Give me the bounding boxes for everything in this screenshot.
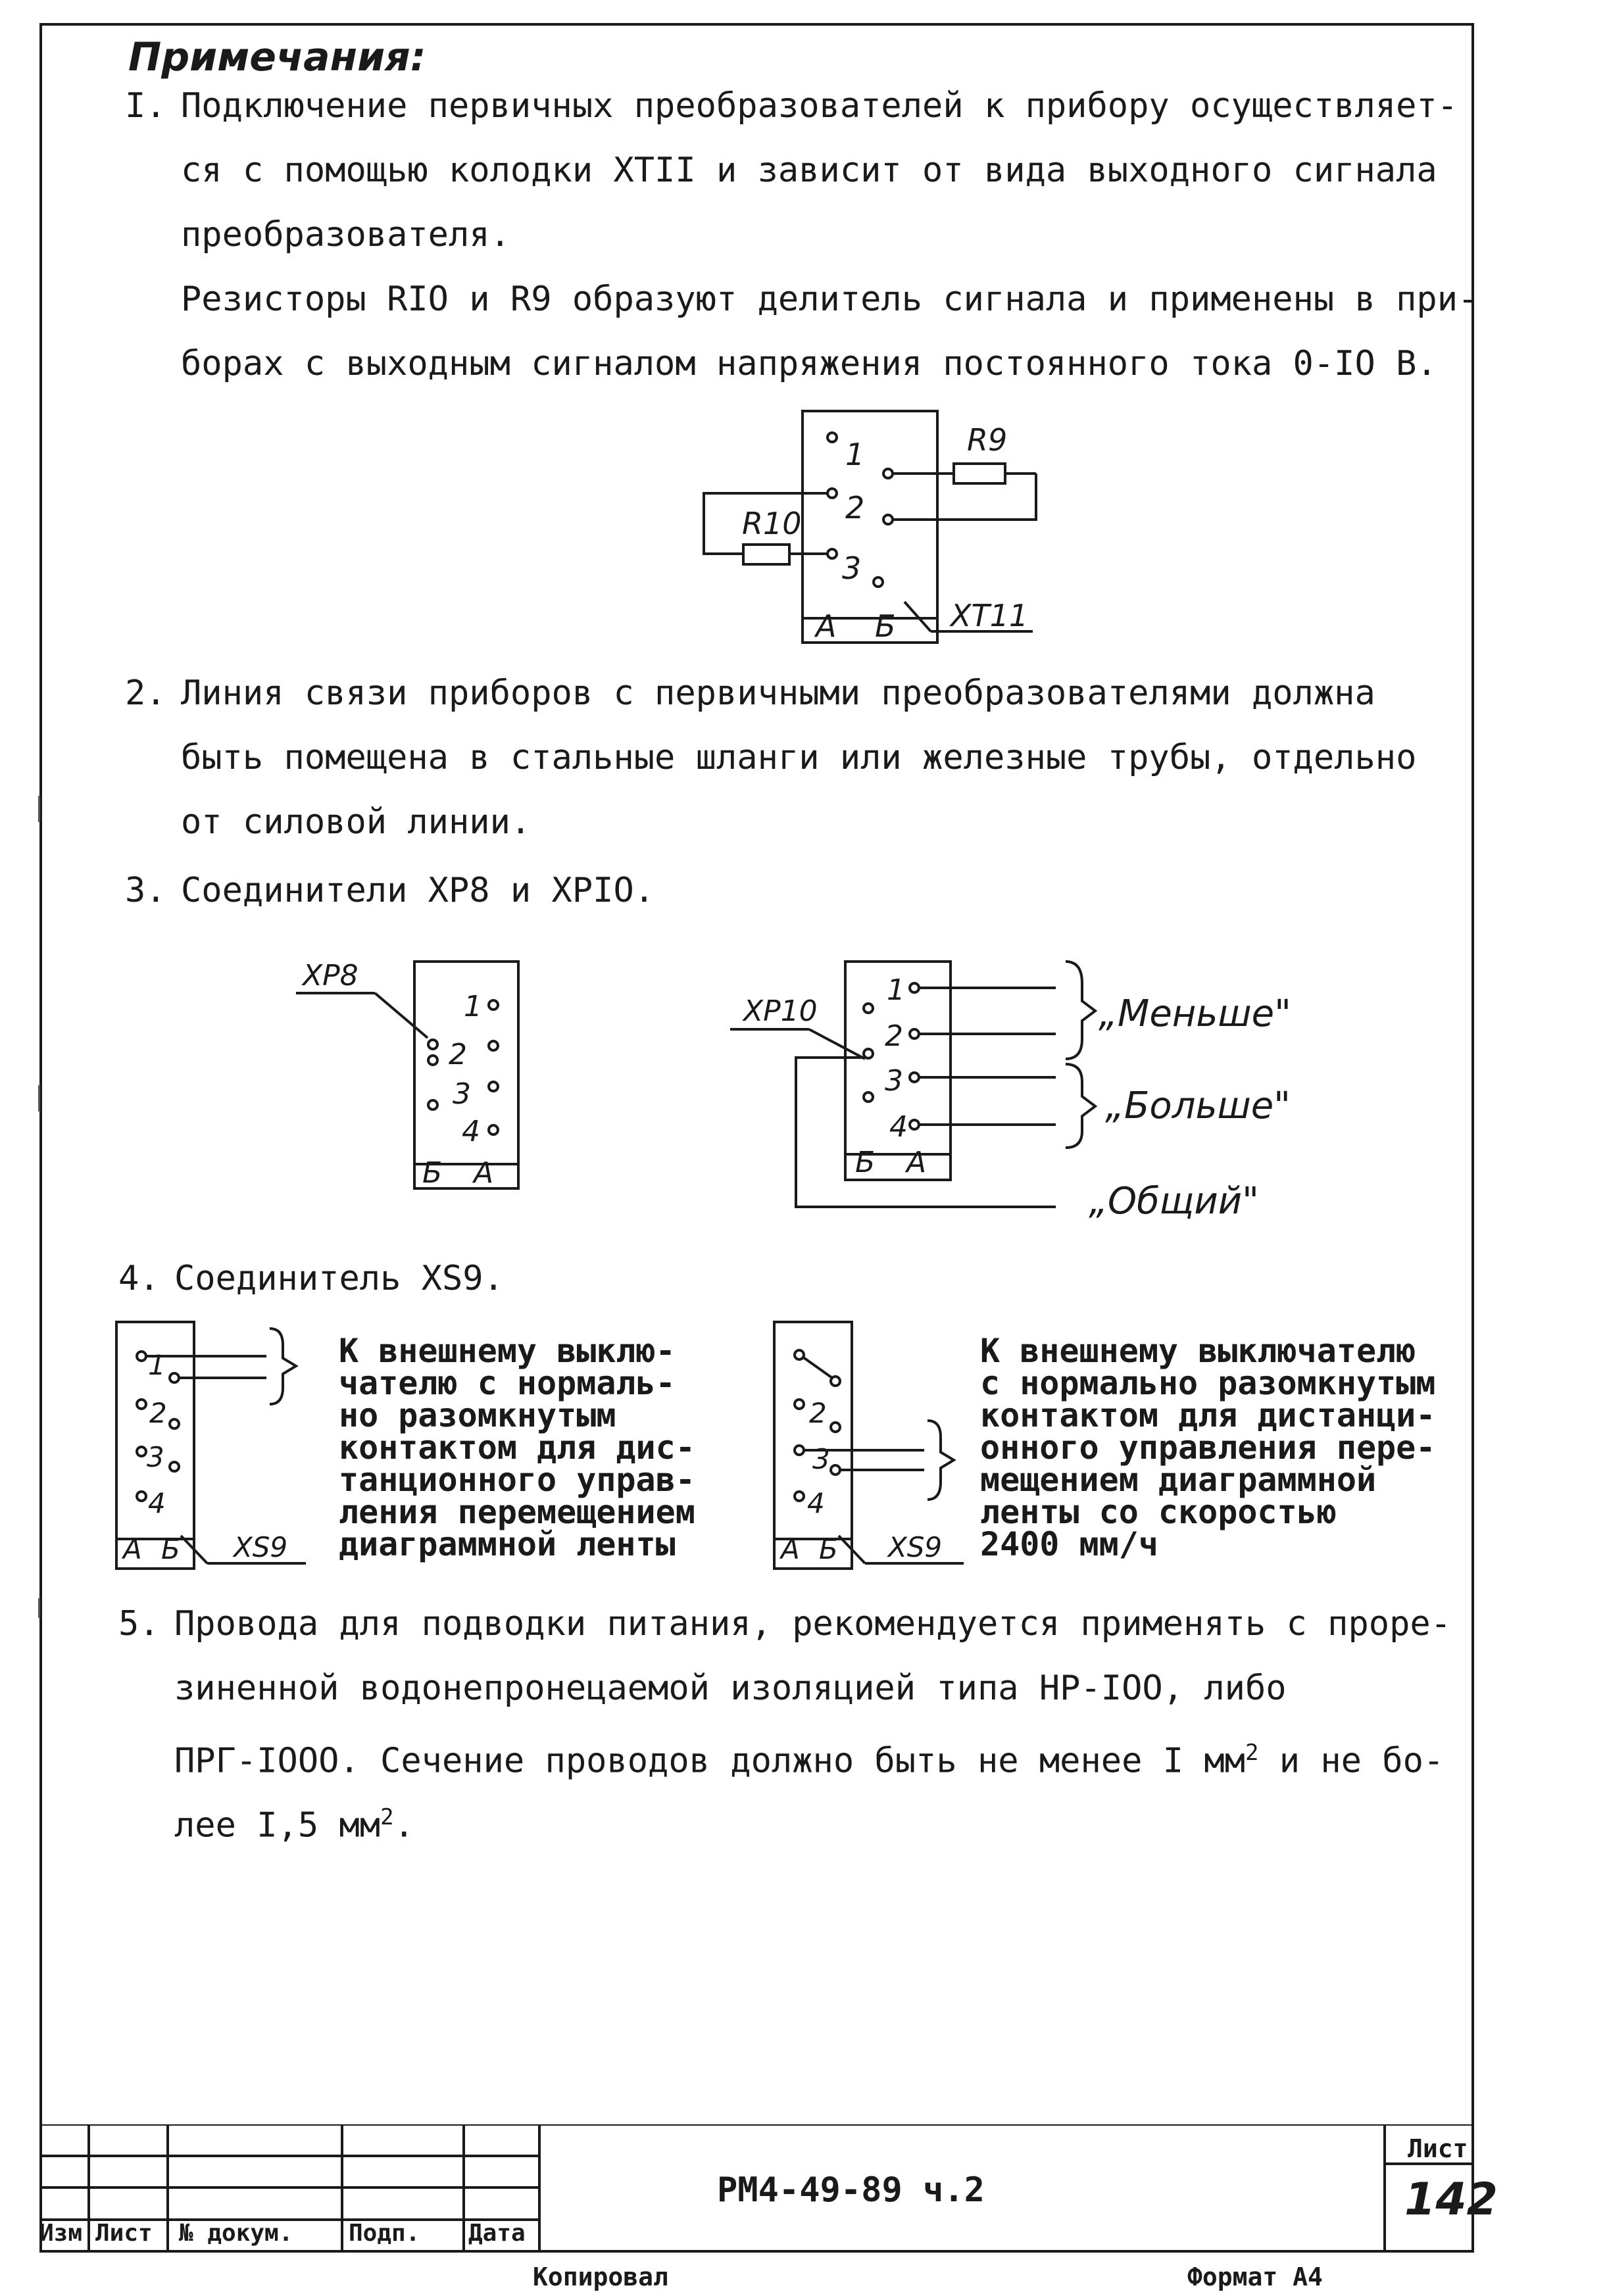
item-number: 4. [118, 1259, 160, 1298]
col-b-label: Б [161, 1533, 180, 1565]
pin-label: 3 [453, 1077, 471, 1111]
stamp-col-label: Лист [95, 2220, 153, 2247]
pin-dot [170, 1419, 179, 1429]
stamp-col-label: Дата [468, 2220, 526, 2247]
pin-dot [137, 1400, 146, 1409]
r9-label: R9 [967, 422, 1008, 458]
label-common: „Общий" [1089, 1180, 1259, 1223]
pin-dot [170, 1373, 179, 1382]
col-a-label: А [123, 1533, 142, 1565]
item5-text: . [393, 1805, 414, 1845]
pin-dot [883, 469, 893, 478]
pin-dot [137, 1447, 146, 1456]
pin-label: 2 [885, 1019, 903, 1053]
stamp-col-label: № докум. [179, 2220, 293, 2247]
margin-mark [38, 1085, 40, 1111]
document-code: РМ4-49-89 ч.2 [717, 2170, 985, 2210]
notes-heading: Примечания: [128, 34, 426, 80]
pin-dot [795, 1400, 804, 1409]
col-a-label: А [816, 608, 837, 644]
xp8-label: XP8 [303, 959, 358, 992]
col-b-label: Б [855, 1146, 876, 1179]
xs9-left-caption: К внешнему выклю- [339, 1332, 676, 1370]
stamp-col-label: Изм [39, 2220, 83, 2247]
pin-dot [828, 433, 837, 442]
xs9-left-caption: ления перемещением [339, 1493, 695, 1531]
pin-label: 4 [148, 1487, 166, 1519]
xt11-label: XT11 [951, 598, 1029, 633]
pin-dot [489, 1082, 498, 1091]
pin-label: 3 [885, 1064, 903, 1098]
pin-label: 3 [842, 550, 862, 586]
item4-text: Соединитель XS9. [174, 1259, 504, 1298]
xs9-right-caption: 2400 мм/ч [980, 1525, 1158, 1563]
xs9-right-diagram [766, 1312, 983, 1582]
pin-label: 4 [462, 1115, 480, 1148]
label-more: „Больше" [1105, 1085, 1291, 1127]
xs9-right-caption: с нормально разомкнутым [980, 1364, 1436, 1402]
pin-dot [828, 549, 837, 558]
pin-dot [489, 1041, 498, 1050]
format-label: Формат А4 [1187, 2262, 1323, 2291]
item2-line: от силовой линии. [181, 802, 532, 842]
margin-mark [38, 796, 40, 822]
pin-dot [883, 515, 893, 524]
pin-label: 3 [147, 1441, 164, 1473]
resistor-r9 [954, 464, 1005, 483]
xs9-left-caption: танционного управ- [339, 1461, 695, 1499]
item-number: 5. [118, 1604, 160, 1644]
pin-dot [910, 1073, 919, 1082]
xs9-left-diagram [109, 1312, 332, 1582]
pin-label: 2 [149, 1397, 167, 1429]
xp10-diagram [724, 947, 1329, 1250]
col-a-label: А [906, 1146, 927, 1179]
pin-label: 1 [887, 973, 905, 1007]
item1-line: ся с помощью колодки XTII и зависит от вида выходного сигнала [181, 151, 1437, 190]
pin-dot [428, 1100, 437, 1110]
xp8-diagram [276, 947, 539, 1197]
xs9-right-caption: ленты со скоростью [980, 1493, 1337, 1531]
item1-line: Подключение первичных преобразователей к прибору осуществляет- [181, 86, 1458, 126]
pin-dot [910, 1029, 919, 1038]
xs9-right-caption: К внешнему выключателю [980, 1332, 1416, 1370]
pin-dot [831, 1465, 840, 1475]
brace [927, 1421, 954, 1500]
item2-line: Линия связи приборов с первичными преобразователями должна [181, 673, 1375, 713]
resistor-r10 [743, 545, 789, 564]
pin-label: 3 [812, 1443, 830, 1475]
pin-label: 2 [809, 1397, 827, 1429]
xs9-left-caption: но разомкнутым [339, 1396, 616, 1434]
pin-label: 4 [889, 1110, 908, 1144]
pin-dot [170, 1462, 179, 1471]
item-number: 2. [125, 673, 166, 713]
xs9-label: XS9 [234, 1531, 288, 1563]
item5-line: зиненной водонепронецаемой изоляцией типа НР-IOO, либо [174, 1669, 1287, 1708]
item3-text: Соединители XP8 и XPIO. [181, 871, 655, 910]
pin-dot [864, 1049, 873, 1058]
pin-label: 2 [845, 490, 865, 525]
xs9-left-caption: контактом для дис- [339, 1429, 695, 1467]
item5-line [174, 1785, 414, 1857]
pin-dot [489, 1125, 498, 1135]
pin-label: 4 [807, 1487, 825, 1519]
item5-line [174, 1721, 1444, 1793]
xs9-right-caption: контактом для дистанци- [980, 1396, 1436, 1434]
item1-line: преобразователя. [181, 215, 510, 255]
col-a-label: А [474, 1156, 494, 1190]
pin-label: 2 [449, 1038, 467, 1071]
sheet-number: 142 [1404, 2174, 1498, 2226]
sheet-label: Лист [1408, 2134, 1468, 2163]
item-number: 3. [125, 871, 166, 910]
item2-line: быть помещена в стальные шланги или железные трубы, отдельно [181, 738, 1417, 777]
brace [270, 1329, 296, 1404]
xt11-diagram [684, 401, 1079, 651]
item5-text: ПРГ-IOOO. Сечение проводов должно быть не менее I мм [174, 1741, 1245, 1781]
xs9-right-caption: онного управления пере- [980, 1429, 1436, 1467]
xs9-left-caption: диаграммной ленты [339, 1525, 676, 1563]
pin-dot [137, 1352, 146, 1361]
pin-dot [864, 1092, 873, 1102]
brace [1066, 962, 1095, 1059]
stamp-col-label: Подп. [349, 2220, 420, 2247]
pin-dot [831, 1377, 840, 1386]
pin-dot [864, 1004, 873, 1013]
col-b-label: Б [875, 608, 896, 644]
brace [1066, 1064, 1095, 1148]
copied-label: Копировал [533, 2262, 668, 2291]
pin-label: 1 [845, 437, 865, 472]
pin-dot [795, 1492, 804, 1501]
xs9-label: XS9 [888, 1531, 943, 1563]
pin-label: 1 [148, 1349, 166, 1381]
item5-line: Провода для подводки питания, рекомендуется применять с проре- [174, 1604, 1452, 1644]
r10-label: R10 [742, 506, 802, 541]
col-a-label: А [781, 1533, 800, 1565]
item5-text: лее I,5 мм [174, 1805, 381, 1845]
pin-dot [910, 983, 919, 992]
col-b-label: Б [819, 1533, 838, 1565]
pin-dot [828, 489, 837, 498]
pin-dot [489, 1000, 498, 1010]
pin-dot [795, 1446, 804, 1455]
label-less: „Меньше" [1099, 992, 1291, 1035]
pin-dot [428, 1056, 437, 1065]
superscript: 2 [380, 1804, 394, 1830]
xs9-right-caption: мещением диаграммной [980, 1461, 1377, 1499]
item-number: I. [125, 86, 166, 126]
pin-dot [428, 1040, 437, 1049]
margin-mark [38, 1598, 40, 1618]
pin-label: 1 [464, 990, 482, 1023]
item1-line: Резисторы RIO и R9 образуют делитель сигнала и применены в при- [181, 280, 1479, 319]
pin-dot [137, 1492, 146, 1501]
switch-contact [803, 1357, 832, 1378]
pin-dot [910, 1120, 919, 1129]
col-b-label: Б [422, 1156, 443, 1190]
pin-dot [874, 577, 883, 587]
item1-line: борах с выходным сигналом напряжения постоянного тока 0-IO В. [181, 344, 1437, 383]
superscript: 2 [1245, 1740, 1259, 1766]
xp10-label: XP10 [743, 994, 818, 1028]
pin-dot [831, 1423, 840, 1432]
xs9-left-caption: чателю с нормаль- [339, 1364, 676, 1402]
item5-text: и не бо- [1258, 1741, 1445, 1781]
